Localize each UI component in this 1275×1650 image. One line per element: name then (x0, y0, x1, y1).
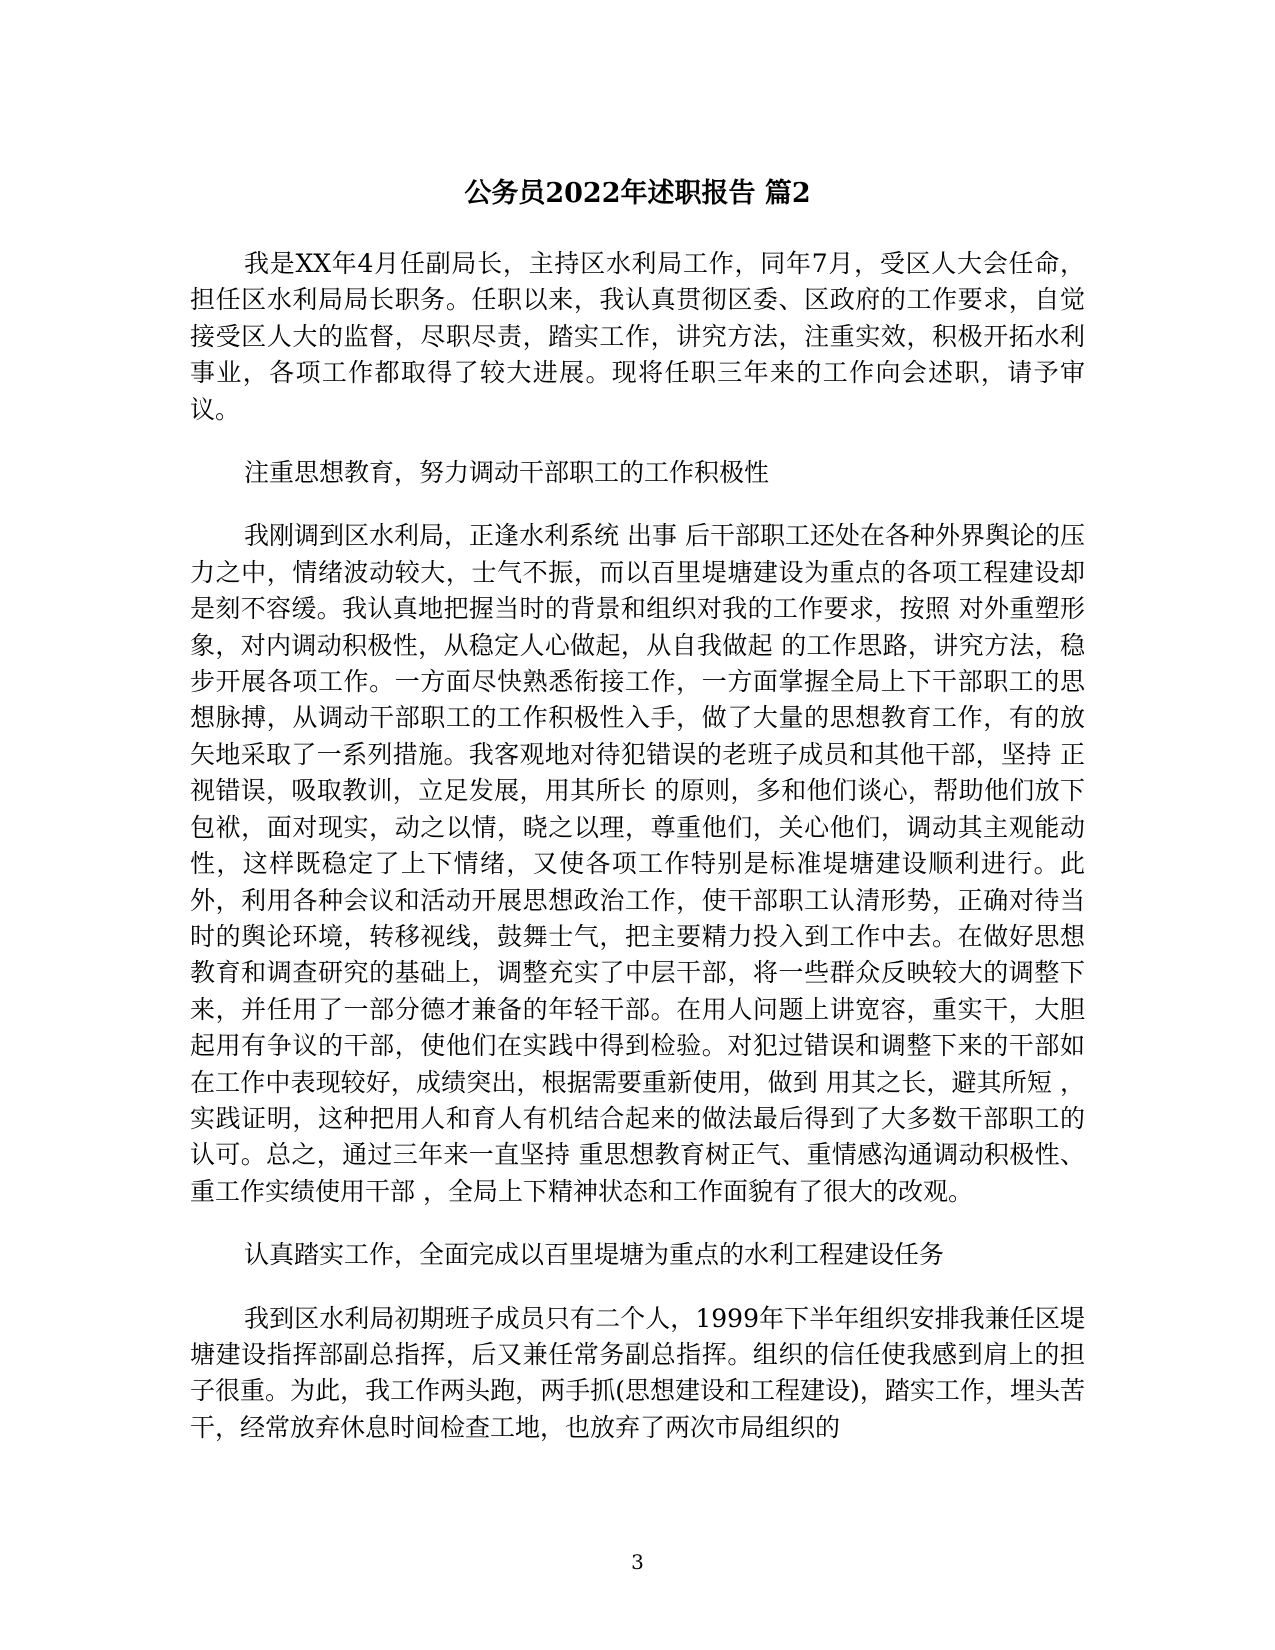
document-title: 公务员2022年述职报告 篇2 (464, 178, 811, 209)
page-number: 3 (631, 1550, 644, 1574)
document-body (190, 246, 1085, 1473)
paragraph-ideology: 我刚调到区水利局，正逢水利系统 出事 后干部职工还处在各种外界舆论的压力之中，情绪波动较大，士气不振，而以百里堤塘建设为重点的各项工程建设却是刻不容缓。我认真地把握当时的背景和组织对我的工作要求，按照 对外重塑形象，对内调动积极性，从稳定人心做起，从自我做起 的工作思路，讲究方法，稳步开展各项工作。一方面尽快熟悉衔接工作，一方面掌握全局上下干部职工的思想脉搏，从调动干部职工的工作积极性入手，做了大量的思想教育工作，有的放矢地采取了一系列措施。我客观地对待犯错误的老班子成员和其他干部，坚持 正视错误，吸取教训，立足发展，用其所长 的原则，多和他们谈心，帮助他们放下包袱，面对现实，动之以情，晓之以理，尊重他们，关心他们，调动其主观能动性，这样既稳定了上下情绪，又使各项工作特别是标准堤塘建设顺利进行。此外，利用各种会议和活动开展思想政治工作，使干部职工认清形势，正确对待当时的舆论环境，转移视线，鼓舞士气，把主要精力投入到工作中去。在做好思想教育和调查研究的基础上，调整充实了中层干部，将一些群众反映较大的调整下来，并任用了一部分德才兼备的年轻干部。在用人问题上讲宽容，重实干，大胆起用有争议的干部，使他们在实践中得到检验。对犯过错误和调整下来的干部如在工作中表现较好，成绩突出，根据需要重新使用，做到 用其之长，避其所短 ，实践证明，这种把用人和育人有机结合起来的做法最后得到了大多数干部职工的认可。总之，通过三年来一直坚持 重思想教育树正气、重情感沟通调动积极性、重工作实绩使用干部 ，全局上下精神状态和工作面貌有了很大的改观。 (190, 521, 1085, 1206)
section-heading-engineering: 认真踏实工作，全面完成以百里堤塘为重点的水利工程建设任务 (244, 1240, 945, 1270)
paragraph-intro: 我是XX年4月任副局长，主持区水利局工作，同年7月，受区人大会任命，担任区水利局局长职务。任职以来，我认真贯彻区委、区政府的工作要求，自觉接受区人大的监督，尽职尽责，踏实工作，讲究方法，注重实效，积极开拓水利事业，各项工作都取得了较大进展。现将任职三年来的工作向会述职，请予审议。 (190, 249, 1085, 424)
paragraph-engineering: 我到区水利局初期班子成员只有二个人，1999年下半年组织安排我兼任区堤塘建设指挥部副总指挥，后又兼任常务副总指挥。组织的信任使我感到肩上的担子很重。为此，我工作两头跑，两手抓(思想建设和工程建设)，踏实工作，埋头苦干，经常放弃休息时间检查工地，也放弃了两次市局组织的 (190, 1303, 1085, 1442)
section-heading-ideology: 注重思想教育，努力调动干部职工的工作积极性 (244, 458, 770, 488)
